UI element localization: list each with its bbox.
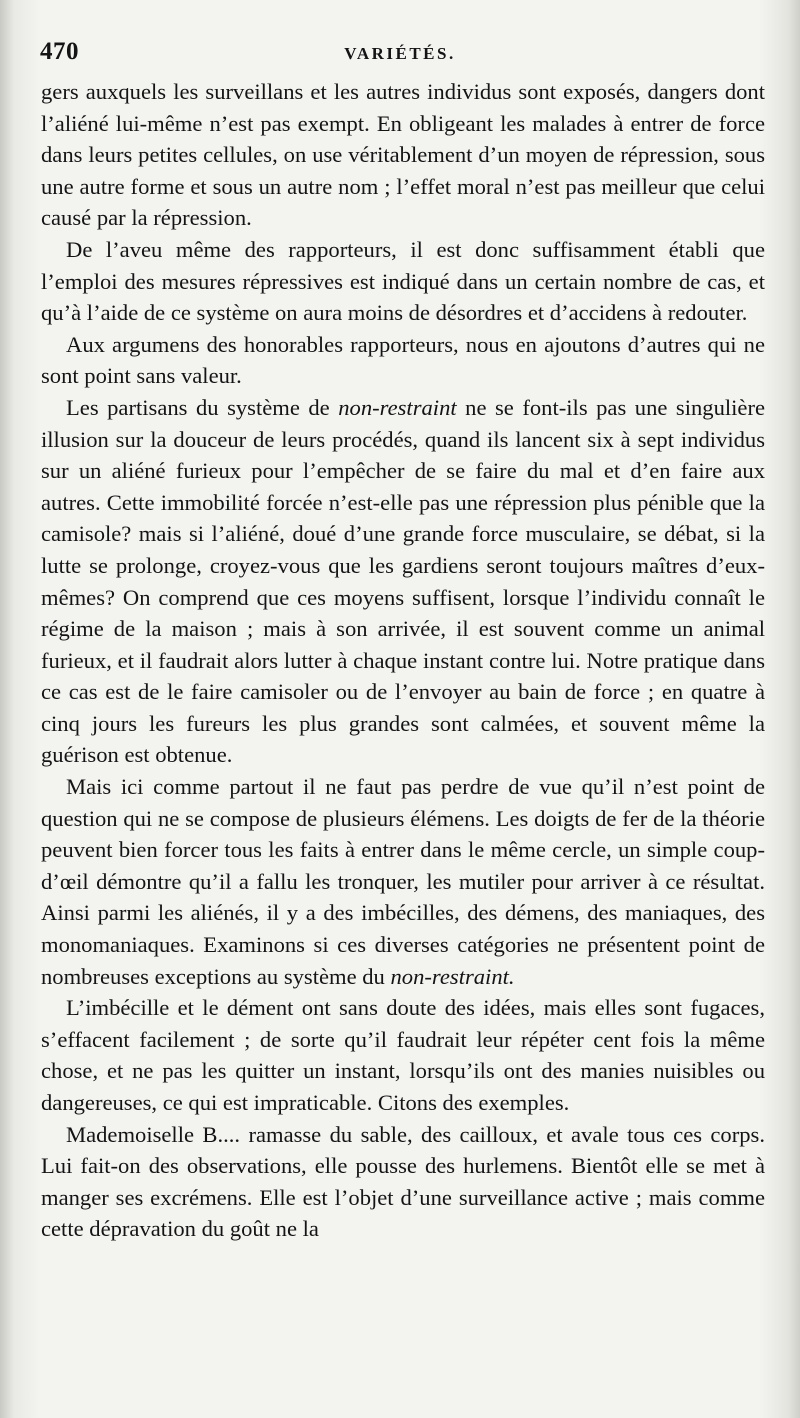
body-text bbox=[41, 76, 765, 1245]
paragraph bbox=[41, 329, 765, 392]
text-run: Mademoiselle B.... ramasse du sable, des cailloux, et avale tous ces corps. Lui fait-on des observations, elle pousse des hurlemens. Bientôt elle se met à manger ses excrémens. Elle est l’objet d’une surveillance active ; mais comme cette dépravation du goût ne la bbox=[41, 1121, 765, 1242]
page-header bbox=[40, 38, 760, 74]
paragraph bbox=[41, 392, 765, 771]
text-run: De l’aveu même des rapporteurs, il est donc suffisamment établi que l’emploi des mesures répressives est indiqué dans un certain nombre de cas, et qu’à l’aide de ce système on aura moins de désordres et d’accidens à redouter. bbox=[41, 236, 765, 326]
paragraph bbox=[41, 76, 765, 234]
text-run: gers auxquels les surveillans et les autres individus sont exposés, dangers dont l’aliéné lui-même n’est pas exempt. En obligeant les malades à entrer de force dans leurs petites cellules, on use véritablement d’un moyen de répression, sous une autre forme et sous un autre nom ; l’effet moral n’est pas meilleur que celui causé par la répression. bbox=[41, 79, 765, 231]
text-run: Aux argumens des honorables rapporteurs, nous en ajoutons d’autres qui ne sont point sans valeur. bbox=[41, 331, 765, 389]
italic-term: non-restraint. bbox=[390, 963, 515, 989]
page-number: 470 bbox=[40, 38, 79, 65]
paragraph bbox=[41, 234, 765, 329]
italic-term: non-restraint bbox=[338, 394, 457, 420]
text-run: ne se font-ils pas une singulière illusion sur la douceur de leurs procédés, quand ils lancent six à sept individus sur un aliéné furieux pour l’empêcher de se faire du mal et d’en faire aux autres. Cette immobilité forcée n’est-elle pas une répression plus pénible que la camisole? mais si l’aliéné, doué d’une grande force musculaire, se débat, si la lutte se prolonge, croyez-vous que les gardiens seront toujours maîtres d’eux-mêmes? On comprend que ces moyens suffisent, lorsque l’individu connaît le régime de la maison ; mais à son arrivée, il est souvent comme un animal furieux, et il faudrait alors lutter à chaque instant contre lui. Notre pratique dans ce cas est de le faire camisoler ou de l’envoyer au bain de force ; en quatre à cinq jours les fureurs les plus grandes sont calmées, et souvent même la guérison est obtenue. bbox=[41, 394, 766, 768]
text-run: L’imbécille et le dément ont sans doute des idées, mais elles sont fugaces, s’effacent facilement ; de sorte qu’il faudrait leur répéter cent fois la même chose, et ne pas les quitter un instant, lorsqu’ils ont des manies nuisibles ou dangereuses, ce qui est impraticable. Citons des exemples. bbox=[41, 995, 765, 1115]
text-run: Les partisans du système de bbox=[66, 394, 339, 420]
paragraph bbox=[41, 771, 765, 992]
paragraph bbox=[41, 992, 765, 1118]
text-run: Mais ici comme partout il ne faut pas perdre de vue qu’il n’est point de question qui ne se compose de plusieurs élémens. Les doigts de fer de la théorie peuvent bien forcer tous les faits à entrer dans le même cercle, un simple coup-d’œil démontre qu’il a fallu les tronquer, les mutiler pour arriver à ce résultat. Ainsi parmi les aliénés, il y a des imbécilles, des démens, des maniaques, des monomaniaques. Examinons si ces diverses catégories ne présentent point de nombreuses exceptions au système du bbox=[41, 774, 765, 989]
running-head: VARIÉTÉS. bbox=[344, 44, 456, 63]
paragraph bbox=[41, 1119, 765, 1245]
